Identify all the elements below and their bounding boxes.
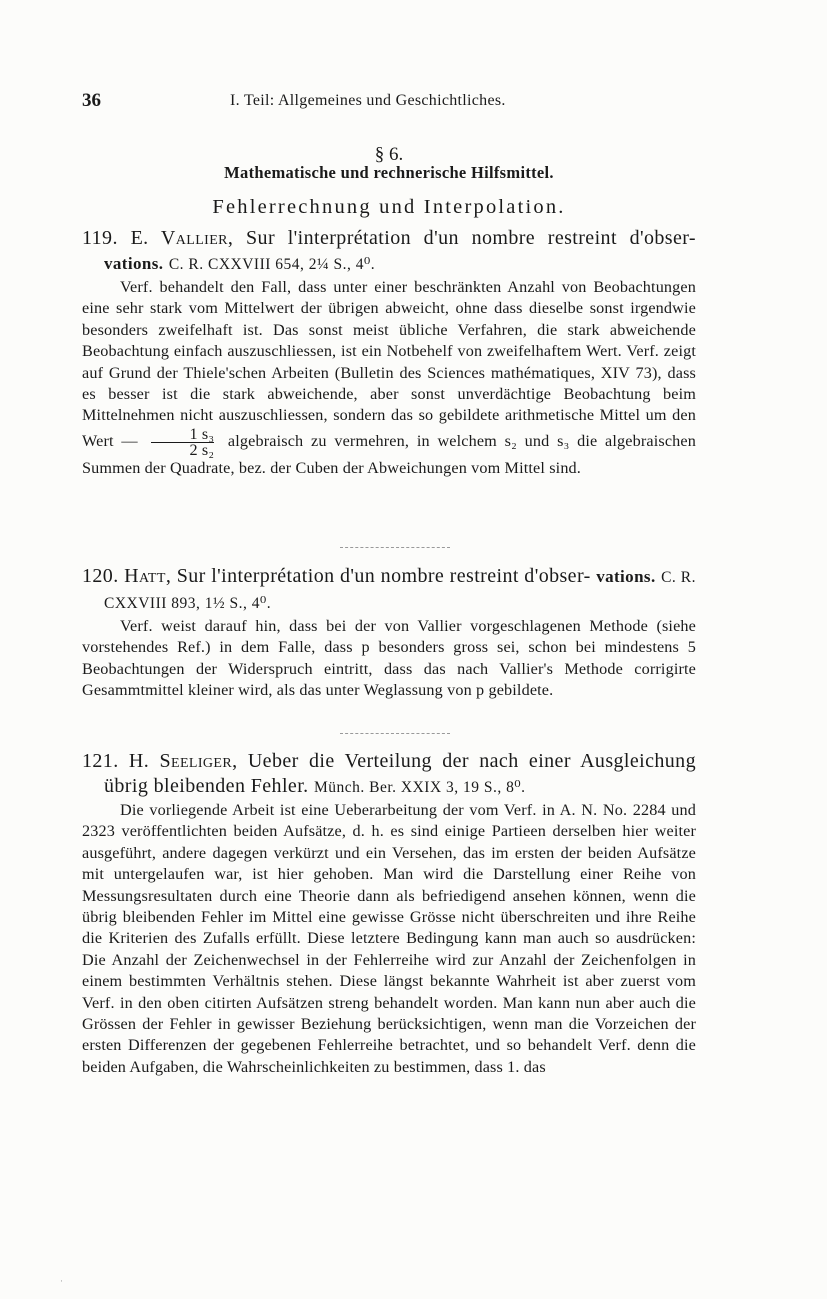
body-text: Die vorliegende Arbeit ist eine Ueberarbeitung der vom Verf. in A. N. No. 2284 und 2323 veröffentlichten beiden Aufsätze, d. h. es sind einige Partieen derselben hier weiter ausgeführt, andere dagegen verkürzt und ein Versehen, das im ersten der beiden Aufsätze mit untergelaufen war, ist hier gehoben. Man wird die Darstellung einer Reihe von Messungsresultaten durch eine Theorie dann als befriedigend ansehen können, wenn die übrig bleibenden Fehler im Mittel eine gewisse Grösse nicht überschreiten und ihre Reihe die Kriterien des Zufalls erfüllt. Diese letztere Bedingung kann man auch so ausdrücken: Die Anzahl der Zeichenwechsel in der Fehlerreihe wird zur Anzahl der Zeichenfolgen in einem bestimmten Verhältnis stehen. Diese längst bekannte Wahrheit ist aber zuerst vom Verf. in den oben citirten Aufsätzen streng behandelt worden. Man kann nun aber auch die Grössen der Fehler in gewisser Beziehung berücksichtigen, wenn man die Vorzeichen der ersten Differenzen der gegebenen Fehlerreihe betrachtet, und so behandelt Verf. denn die beiden Aufgaben, die Wahrscheinlichkeiten zu bestimmen, dass 1. das — [82, 801, 696, 1076]
running-header — [82, 90, 732, 114]
body-text: Verf. behandelt den Fall, dass unter einer beschränkten Anzahl von Beobachtungen eine sehr stark vom Mittelwert der übrigen abweicht, ohne dass dieselbe sonst irgendwie besonders zweifelhaft ist. Das sonst meist übliche Verfahren, die stark abweichende Beobachtung einfach auszuschliessen, ist ein Notbehelf von zweifelhaftem Wert. Verf. zeigt auf Grund der Thiele'schen Arbeiten (Bulletin des Sciences mathématiques, XIV 73), dass es besser ist die stark abweichende, aber sonst unverdächtige Beobachtung beim Mittelnehmen nicht auszuschliessen, sondern das so gebildete arithmetische Mittel um den Wert — — [82, 278, 696, 451]
entry-citation: C. R. CXXVIII 654, 2¼ S., 4⁰. — [168, 256, 376, 273]
running-title: I. Teil: Allgemeines und Geschichtliches. — [230, 92, 506, 109]
fraction-numerator: 1 s₃ — [151, 427, 214, 443]
entry-heading — [82, 564, 696, 616]
entry-author: H. Seeliger — [128, 750, 233, 772]
entry-author: Hatt — [124, 565, 166, 587]
fraction — [151, 424, 215, 459]
entry-body — [82, 800, 696, 1078]
entry-body — [82, 277, 696, 479]
entry-number: 121. — [82, 750, 119, 772]
section-number: § 6. — [374, 144, 404, 165]
entry-title-end: vations. — [596, 567, 656, 586]
fraction-denominator: 2 s₂ — [189, 440, 215, 459]
entry-author: E. Vallier — [130, 227, 228, 249]
entry-citation: C. R. CXXVIII 893, 1½ S., 4⁰. — [104, 569, 696, 612]
scan-mark: · — [60, 1276, 63, 1286]
entry-title: , Ueber die Verteilung der nach einer Ausgleichung übrig bleibenden Fehler. — [104, 750, 696, 797]
entry-citation: Münch. Ber. XXIX 3, 19 S., 8⁰. — [313, 779, 526, 796]
entry-heading — [82, 226, 696, 277]
section-title: Mathematische und rechnerische Hilfsmittel. — [224, 163, 554, 182]
entry-119 — [82, 226, 696, 479]
entry-title: , Sur l'interprétation d'un nombre restreint d'obser- — [227, 227, 696, 249]
divider — [340, 733, 450, 734]
page-number: 36 — [82, 90, 101, 111]
entry-title: , Sur l'interprétation d'un nombre restreint d'obser- — [165, 565, 591, 587]
entry-title-end: vations. — [104, 254, 164, 273]
body-text-cont: algebraisch zu vermehren, in welchem s₂ und s₃ die algebraischen Summen der Quadrate, bez. der Cuben der Abweichungen vom Mittel sind. — [82, 432, 696, 477]
body-text: Verf. weist darauf hin, dass bei der von Vallier vorgeschlagenen Methode (siehe vorstehendes Ref.) in dem Falle, dass p besonders gross sei, schon bei mindestens 5 Beobachtungen der Widerspruch eintritt, dass das nach Vallier's Methode corrigirte Gesammtmittel kleiner wird, als das unter Weglassung von p gebildete. — [82, 617, 696, 700]
entry-120 — [82, 564, 696, 702]
entry-number: 120. — [82, 565, 119, 587]
entry-121 — [82, 749, 696, 1078]
entry-number: 119. — [82, 227, 118, 249]
divider — [340, 547, 450, 548]
entry-body — [82, 616, 696, 702]
entry-heading — [82, 749, 696, 800]
section-subtitle: Fehlerrechnung und Interpolation. — [212, 196, 566, 218]
